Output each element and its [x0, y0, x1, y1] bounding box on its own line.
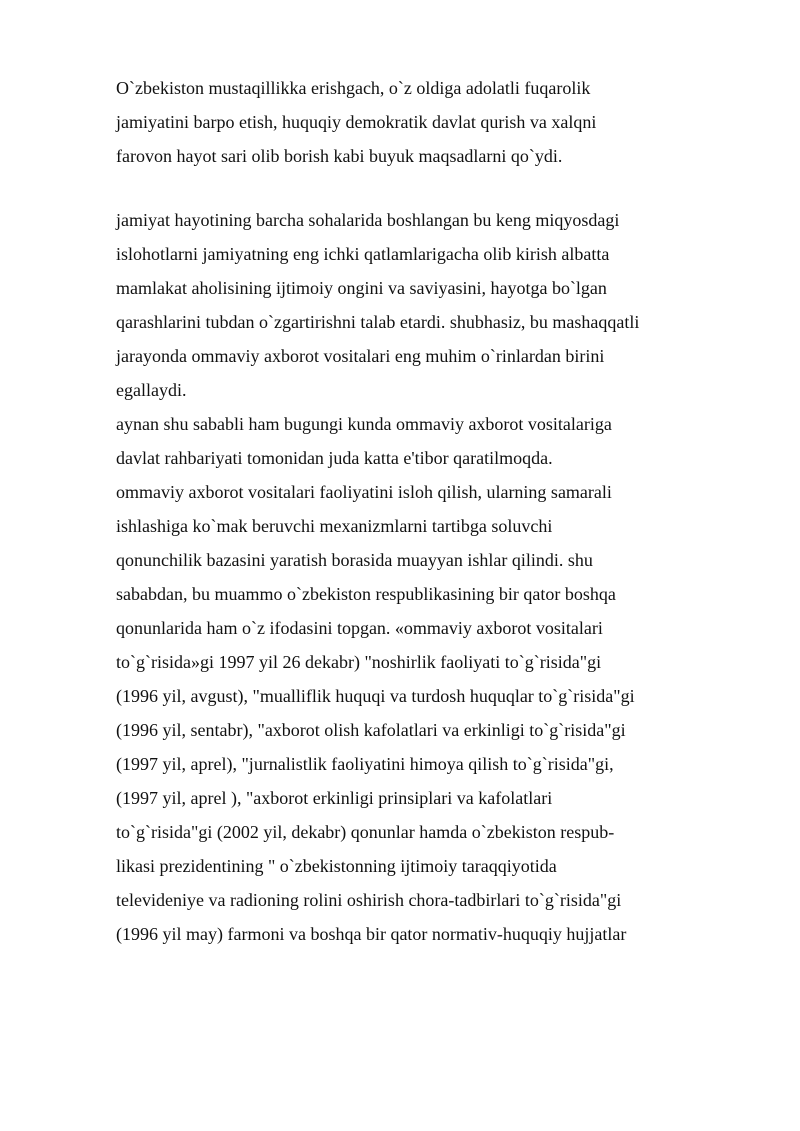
text-line: O`zbekiston mustaqillikka erishgach, o`z oldiga adolatli fuqarolik: [116, 78, 591, 98]
document-text: [116, 71, 756, 951]
text-line: likasi prezidentining " o`zbekistonning ijtimoiy taraqqiyotida: [116, 856, 557, 876]
text-line: sababdan, bu muammo o`zbekiston respublikasining bir qator boshqa: [116, 584, 616, 604]
text-line: jamiyatini barpo etish, huquqiy demokratik davlat qurish va xalqni: [116, 112, 597, 132]
text-line: qonunlarida ham o`z ifodasini topgan. «ommaviy axborot vositalari: [116, 618, 603, 638]
text-line: mamlakat aholisining ijtimoiy ongini va saviyasini, hayotga bo`lgan: [116, 278, 607, 298]
text-line: davlat rahbariyati tomonidan juda katta e'tibor qaratilmoqda.: [116, 448, 553, 468]
paragraph-intro: [116, 71, 756, 173]
paragraph-spacer: [116, 173, 756, 203]
text-line: ishlashiga ko`mak beruvchi mexanizmlarni tartibga soluvchi: [116, 516, 553, 536]
text-line: (1996 yil, sentabr), "axborot olish kafolatlari va erkinligi to`g`risida"gi: [116, 720, 626, 740]
text-line: (1996 yil may) farmoni va boshqa bir qator normativ-huquqiy hujjatlar: [116, 924, 627, 944]
text-line: televideniye va radioning rolini oshirish chora-tadbirlari to`g`risida"gi: [116, 890, 622, 910]
text-line: farovon hayot sari olib borish kabi buyuk maqsadlarni qo`ydi.: [116, 146, 563, 166]
paragraph-body: [116, 203, 756, 951]
text-line: to`g`risida»gi 1997 yil 26 dekabr) "noshirlik faoliyati to`g`risida"gi: [116, 652, 602, 672]
text-line: (1997 yil, aprel ), "axborot erkinligi prinsiplari va kafolatlari: [116, 788, 553, 808]
text-line: egallaydi.: [116, 380, 187, 400]
text-line: ommaviy axborot vositalari faoliyatini isloh qilish, ularning samarali: [116, 482, 612, 502]
text-line: to`g`risida"gi (2002 yil, dekabr) qonunlar hamda o`zbekiston respub-: [116, 822, 615, 842]
text-line: jamiyat hayotining barcha sohalarida boshlangan bu keng miqyosdagi: [116, 210, 620, 230]
text-line: qonunchilik bazasini yaratish borasida muayyan ishlar qilindi. shu: [116, 550, 593, 570]
text-line: jarayonda ommaviy axborot vositalari eng muhim o`rinlardan birini: [116, 346, 605, 366]
text-line: islohotlarni jamiyatning eng ichki qatlamlarigacha olib kirish albatta: [116, 244, 610, 264]
text-line: aynan shu sababli ham bugungi kunda ommaviy axborot vositalariga: [116, 414, 612, 434]
text-line: (1997 yil, aprel), "jurnalistlik faoliyatini himoya qilish to`g`risida"gi,: [116, 754, 614, 774]
text-line: (1996 yil, avgust), "mualliflik huquqi va turdosh huquqlar to`g`risida"gi: [116, 686, 635, 706]
text-line: qarashlarini tubdan o`zgartirishni talab etardi. shubhasiz, bu mashaqqatli: [116, 312, 640, 332]
